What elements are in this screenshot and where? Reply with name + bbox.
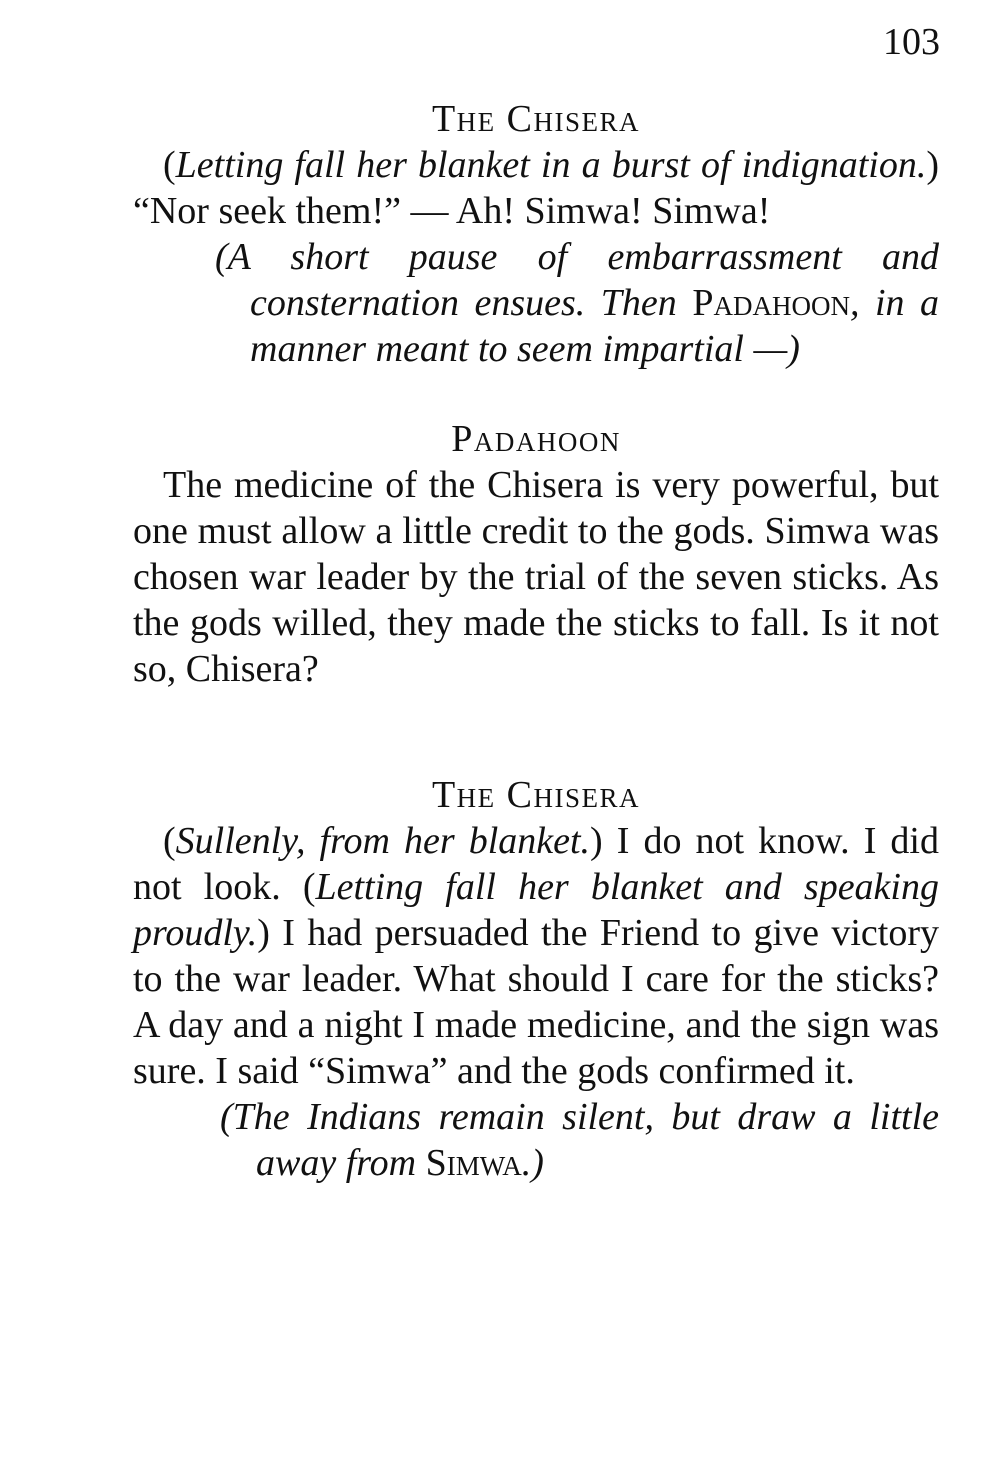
speaker-the-chisera: The Chisera [431, 774, 641, 816]
stage-direction-text: (The Indians remain silent, but draw a little away from [220, 1096, 939, 1184]
page-number: 103 [883, 21, 940, 63]
speaker-the-chisera: The Chisera [431, 98, 641, 140]
stage-direction-inline: Letting fall her blanket in a burst of indignation. [175, 144, 927, 186]
stage-direction-text: .) [521, 1142, 544, 1184]
open-paren: ( [163, 144, 176, 186]
open-paren: ( [163, 820, 176, 862]
character-name-simwa: Simwa [425, 1142, 522, 1184]
stage-direction-text: (A short pause of embarrassment and consternation ensues. Then [215, 236, 939, 324]
stage-direction-1 [133, 234, 939, 372]
stage-direction-inline: Letting fall her blanket and speaking proudly. [133, 866, 939, 954]
close-paren: ) [926, 144, 939, 186]
chisera-speech-2 [133, 818, 939, 1094]
speech-text: “Nor seek them!” — Ah! Simwa! Simwa! [133, 190, 771, 232]
speech-text: I do not know. I did not look. [133, 820, 939, 908]
page-content [133, 96, 939, 1186]
speaker-padahoon: Padahoon [451, 418, 621, 460]
padahoon-speech: The medicine of the Chisera is very powerful, but one must allow a little credit to the gods. Simwa was chosen war leader by the trial of the seven sticks. As the gods willed, they made the sticks to fall. Is it not so, Chisera? [133, 464, 939, 690]
character-name-padahoon: Padahoon [692, 282, 850, 324]
close-paren: ) [257, 912, 270, 954]
speech-text: I had persuaded the Friend to give victory to the war leader. What should I care for the sticks? A day and a night I made medicine, and the sign was sure. I said “Simwa” and the gods confirmed it. [133, 912, 939, 1092]
chisera-speech-1 [133, 142, 939, 234]
stage-direction-inline: Sullenly, from her blanket. [175, 820, 591, 862]
open-paren: ( [302, 866, 316, 908]
stage-direction-2 [133, 1094, 939, 1186]
stage-direction-text: , in a manner meant to seem impartial —) [250, 282, 940, 370]
close-paren: ) [590, 820, 603, 862]
